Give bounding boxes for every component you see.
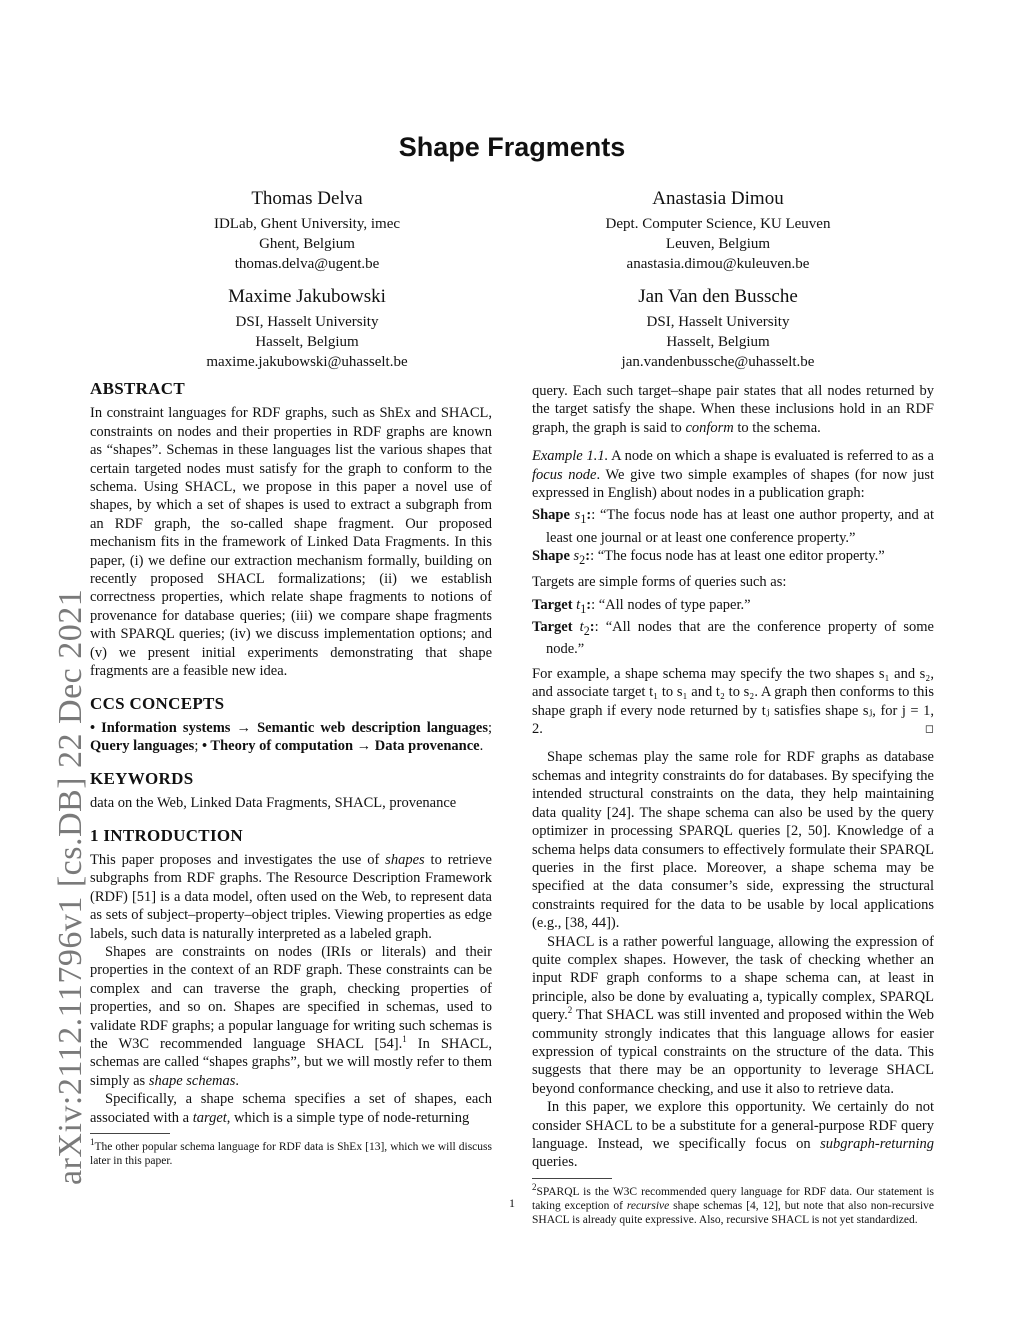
text-run: Specifically, a shape schema specifies a set of shapes, each associated with a [90, 1091, 492, 1126]
footnote-ref[interactable]: 1 [402, 1034, 407, 1045]
math-var: t [579, 619, 584, 636]
footnote-text: SPARQL is the W3C recommended query language for RDF data. Our statement is taking exception of [532, 1185, 934, 1212]
body-paragraph [532, 382, 934, 437]
author-location: Ghent, Belgium [259, 236, 355, 252]
intro-paragraph [90, 943, 492, 1090]
keywords-heading: KEYWORDS [90, 768, 194, 788]
emphasis: shapes [385, 851, 425, 868]
author-email[interactable]: anastasia.dimou@kuleuven.be [626, 256, 810, 272]
footnote-rule [532, 1178, 612, 1179]
math-sub: 2 [583, 624, 590, 639]
intro-heading: 1 INTRODUCTION [90, 825, 243, 845]
abstract-heading: ABSTRACT [90, 379, 185, 398]
footnote-mark: 1 [90, 1137, 95, 1148]
example-conclusion [532, 665, 934, 739]
text-run: to the schema. [733, 419, 821, 436]
body-paragraph [532, 933, 934, 1099]
footnote-rule [90, 1133, 170, 1134]
text-run: SHACL is a rather powerful language, allowing the expression of quite complex shapes. However, the task of checking whether an input RDF graph conforms to a shape schema can, at least in principle, also be done by evaluating a, typically complex, SPARQL query. [532, 933, 934, 1024]
ccs-item: Query languages [90, 738, 195, 755]
author-name: Thomas Delva [251, 188, 363, 209]
author-email[interactable]: thomas.delva@ugent.be [234, 256, 380, 272]
example-label: Example 1.1. [532, 448, 609, 465]
target-definition: Target $t_2$:: “All nodes that are the conference property of some node.” [532, 619, 934, 658]
intro-paragraph [90, 1090, 492, 1127]
target-text: : “All nodes that are the conference property of some node.” [546, 619, 934, 658]
emphasis: subgraph-returning [820, 1136, 934, 1152]
target-label: Target [532, 619, 580, 636]
separator: ; [194, 738, 202, 755]
author-location: Hasselt, Belgium [666, 334, 770, 350]
author-location: Leuven, Belgium [665, 236, 771, 252]
ccs-item: • Theory of computation → Data provenance [201, 738, 480, 755]
target-label: Target [532, 596, 577, 613]
example-paragraph [532, 447, 934, 502]
text-run: For example, a shape schema may specify the two shapes s₁ and s₂, and associate target t₁ to s₁ and t₂ to s₂. A graph then conforms to this shape graph if every node returned by tⱼ satisfies shape sⱼ, for j = 1, 2. [532, 665, 934, 738]
text-run: That SHACL was still invented and proposed within the Web community strongly indicates that this language allows for easier expression of typical constraints on the structure of the data. This suggests that there may be an opportunity to leverage SHACL beyond conformance checking, and use it also to retrieve data. [532, 1007, 934, 1097]
shape-definition: Shape $s_1$:: “The focus node has at least one author property, and at least one journal or at least one conference property.” [532, 507, 934, 546]
author-block [137, 284, 477, 372]
target-text: : “All nodes of type paper.” [591, 596, 751, 613]
left-column [90, 380, 492, 1168]
author-block [548, 284, 888, 372]
keywords-text: data on the Web, Linked Data Fragments, SHACL, provenance [90, 795, 457, 812]
footnote-mark: 2 [532, 1181, 537, 1192]
text-run: . We give two simple examples of shapes (for now just expressed in English) about nodes in a publication graph: [532, 466, 934, 502]
author-block [548, 186, 888, 274]
shape-text: : “The focus node has at least one author property, and at least one journal or at least one conference property.” [546, 507, 934, 546]
emphasis: shape schemas [148, 1072, 236, 1089]
text-run: In SHACL, schemas are called “shapes graphs”, but we will mostly refer to them simply as [90, 1036, 492, 1089]
body-paragraph [532, 1098, 934, 1172]
target-definition: Target $t_1$:: “All nodes of type paper.” [532, 596, 751, 616]
author-email[interactable]: maxime.jakubowski@uhasselt.be [206, 354, 408, 370]
body-paragraph: Shape schemas play the same role for RDF graphs as database schemas and integrity constraints do for databases. By specifying the intended structural constraints on the data, they help maintaining data quality [24]. The shape schema can also be used by the query optimizer in processing SPARQL queries [2, 50]. Knowledge of a schema helps data consumers to effectively formulate their SPARQL queries in the first place. Moreover, a shape schema may be specified at the data consumer’s side, expressing the structural constraints required for the data to be usable by local applications (e.g., [38, 44]). [532, 749, 934, 932]
ccs-text [90, 719, 492, 756]
author-name: Anastasia Dimou [652, 188, 784, 209]
right-column [532, 382, 934, 1227]
shape-label: Shape [532, 507, 575, 524]
footnote-text: The other popular schema language for RDF data is ShEx [13], which we will discuss later in this paper. [90, 1141, 492, 1168]
footnote-text: shape schemas [4, 12], but note that also non-recursive SHACL is already quite expressive. Also, recursive SHACL is not yet standardized. [532, 1199, 934, 1226]
emphasis: target [192, 1109, 227, 1126]
abstract-text: In constraint languages for RDF graphs, such as ShEx and SHACL, constraints on nodes and their properties in RDF graphs are known as “shapes”. Schemas in these languages list the various shapes that certain targeted nodes must satisfy for the graph to conform to the schema. Using SHACL, we propose in this paper a novel use of shapes, by which a set of shapes is used to extract a subgraph from an RDF graph, the so-called shape fragment. Our proposed mechanism fits in the framework of Linked Data Fragments. In this paper, (i) we define our extraction mechanism formally, building on recently proposed SHACL formalizations; (ii) we establish correctness properties, which relate shape fragments to notions of provenance for database queries; (iii) we compare shape fragments with SPARQL queries; (iv) we discuss implementation options; and (v) we present initial experiments demonstrating that shape fragments are a feasible new idea. [90, 405, 492, 680]
author-affiliation: DSI, Hasselt University [235, 314, 379, 330]
text-run: . [235, 1072, 240, 1089]
separator: . [479, 738, 484, 755]
footnote-ref[interactable]: 2 [567, 1005, 573, 1016]
shape-text: : “The focus node has at least one editor property.” [590, 548, 885, 565]
arxiv-identifier: arXiv:2112.11796v1 [cs.DB] 22 Dec 2021 [52, 588, 89, 1185]
author-affiliation: DSI, Hasselt University [646, 314, 790, 330]
author-block [137, 186, 477, 274]
math-var: s [574, 507, 581, 524]
shape-definition: Shape $s_2$:: “The focus node has at least one editor property.” [532, 548, 885, 568]
targets-intro: Targets are simple forms of queries such as: [532, 574, 787, 591]
page-number: 1 [509, 1196, 515, 1210]
emphasis: recursive [626, 1199, 670, 1212]
text-run: query. Each such target–shape pair states that all nodes returned by the target satisfy the shape. When these inclusions hold in an RDF graph, the graph is said to [532, 383, 934, 436]
paper-title: Shape Fragments [398, 132, 626, 162]
author-email[interactable]: jan.vandenbussche@uhasselt.be [621, 354, 815, 370]
ccs-item: • Information systems → Semantic web description languages [90, 719, 488, 736]
math-sub: 1 [580, 601, 587, 616]
math-sub: 1 [580, 512, 587, 527]
text-run: to retrieve subgraphs from RDF graphs. The Resource Description Framework (RDF) [51] is a data model, often used on the Web, to represent data as sets of subject–property–object triples. Viewing properties as edge labels, such data is naturally interpreted as a labeled graph. [90, 851, 492, 942]
qed-icon: ◻ [924, 723, 934, 736]
math-var: t [576, 596, 581, 613]
author-location: Hasselt, Belgium [255, 334, 359, 350]
author-name: Maxime Jakubowski [228, 286, 386, 307]
shape-label: Shape [532, 548, 574, 565]
separator: ; [487, 719, 492, 736]
emphasis: conform [685, 419, 734, 436]
emphasis: focus node [532, 466, 597, 483]
math-sub: 2 [579, 553, 586, 568]
ccs-heading: CCS CONCEPTS [90, 693, 225, 713]
text-run: Shapes are constraints on nodes (IRIs or literals) and their properties in the context of an RDF graph. These constraints can be complex and can traverse the graph, checking properties of properties, and so on. Shapes are specified in schemas, used to validate RDF graphs; a popular language for writing such schemas is the W3C recommended language SHACL [54]. [90, 943, 492, 1052]
text-run: A node on which a shape is evaluated is referred to as a [608, 448, 934, 465]
text-run: , which is a simple type of node-returning [226, 1109, 470, 1126]
math-var: s [573, 548, 580, 565]
text-run: This paper proposes and investigates the use of [90, 851, 386, 868]
author-name: Jan Van den Bussche [638, 286, 798, 307]
author-affiliation: Dept. Computer Science, KU Leuven [605, 216, 831, 232]
text-run: In this paper, we explore this opportunity. We certainly do not consider SHACL to be a substitute for a general-purpose RDF query language. Instead, we specifically focus on [532, 1099, 934, 1152]
author-affiliation: IDLab, Ghent University, imec [213, 216, 401, 232]
footnote [90, 1137, 492, 1168]
text-run: queries. [532, 1154, 578, 1171]
intro-paragraph [90, 851, 492, 943]
